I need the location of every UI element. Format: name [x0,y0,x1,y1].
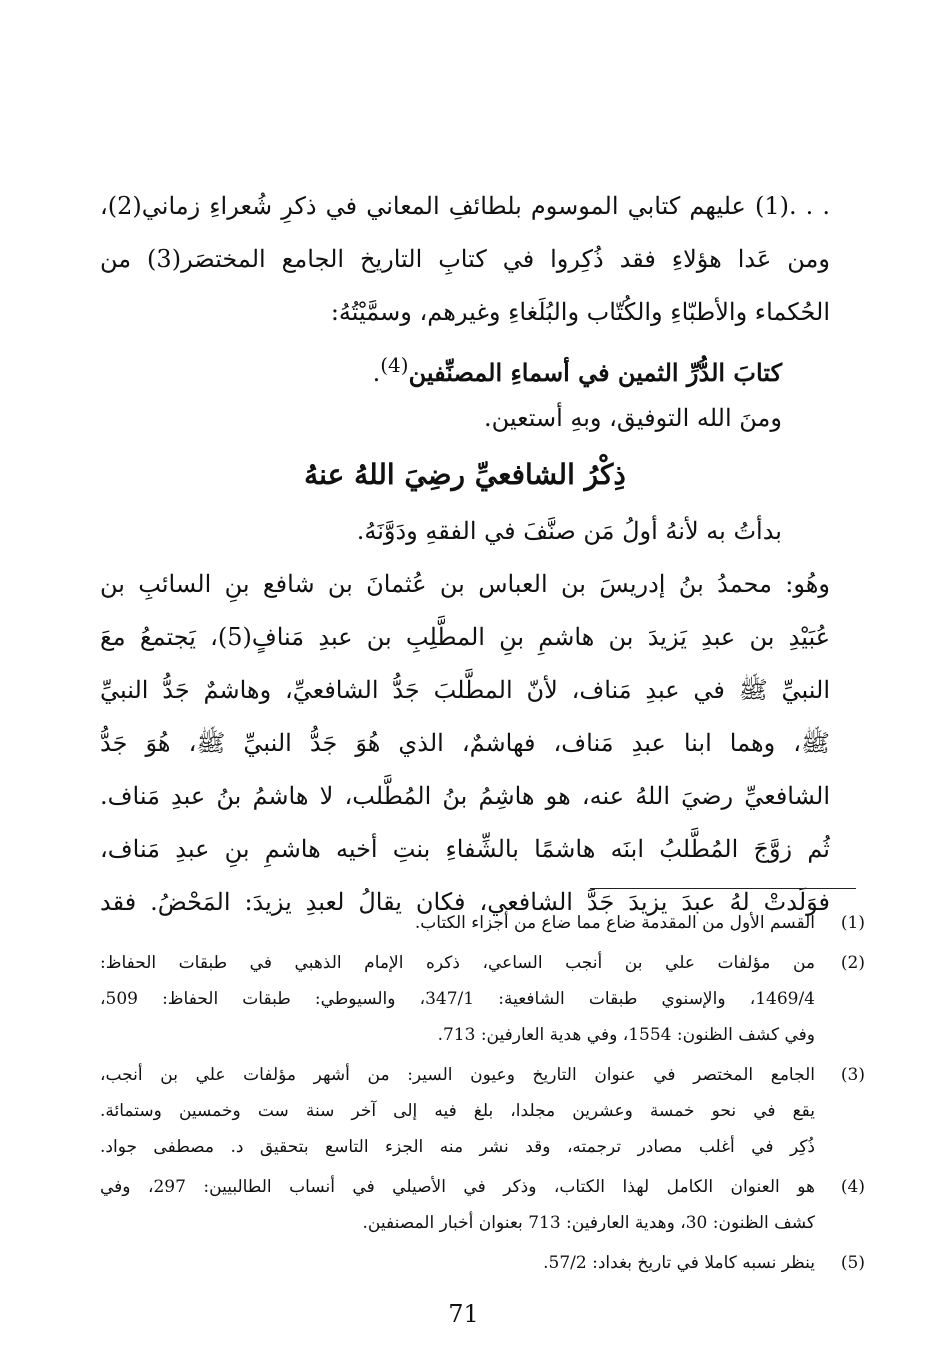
footnote-number: (3) [840,1065,865,1085]
text-line-6: بدأتُ به لأنهُ أولُ مَن صنَّفَ في الفقهِ ودَوَّنَهُ. [356,517,782,545]
text-line-7: وهُو: محمدُ بنُ إدريسَ بن العباس بن عُثمانَ بن شافع بنِ السائبِ بن [100,570,830,598]
footnote-text-line: ذُكِر في أغلب مصادر ترجمته، وقد نشر منه الجزء التاسع بتحقيق د. مصطفى جواد. [100,1137,815,1157]
footnote-text-line: وفي كشف الظنون: 1554، وفي هدية العارفين: 713. [437,1025,815,1045]
text-line-12: ثُم زوَّجَ المُطَّلبُ ابنَه هاشمًا بالشِّفاءِ بنتِ أخيه هاشمِ بنِ عبدِ مَناف، [100,835,830,863]
text-line-2: ومن عَدا هؤلاءِ فقد ذُكِروا في كتابِ التاريخ الجامع المختصَر(3) من [100,245,830,273]
text-line-9: النبيِّ ﷺ في عبدِ مَناف، لأنّ المطَّلبَ جَدُّ الشافعيِّ، وهاشمٌ جَدُّ النبيِّ [100,676,830,704]
text-line-1: . . .(1) عليهم كتابي الموسوم بلطائفِ المعاني في ذكرِ شُعراءِ زماني(2)، [100,192,830,220]
footnote-text-line: ينظر نسبه كاملا في تاريخ بغداد: 57/2. [543,1253,815,1273]
footnote-divider [590,888,856,889]
page-number: 71 [448,1300,479,1328]
text-line-11: الشافعيِّ رضيَ اللهُ عنه، هو هاشِمُ بنُ المُطَّلب، لا هاشمُ بنُ عبدِ مَناف. [100,782,830,810]
footnote-text-line: يقع في نحو خمسة وعشرين مجلدا، بلغ فيه إلى آخر سنة ست وخمسين وستمائة. [100,1101,815,1121]
footnote-text-line: كشف الظنون: 30، وهدية العارفين: 713 بعنوان أخبار المصنفين. [362,1213,815,1233]
footnote-text-line: 1469/4، والإسنوي طبقات الشافعية: 347/1، والسيوطي: طبقات الحفاظ: 509، [100,989,815,1009]
footnote-5 [100,1245,865,1281]
footnote-2 [100,945,865,1053]
footnote-number: (5) [840,1253,865,1273]
section-heading: ذِكْرُ الشافعيِّ رضِيَ اللهُ عنهُ [304,458,626,491]
footnotes [100,905,865,1285]
footnote-number: (1) [840,913,865,933]
footnote-text-line: القسم الأول من المقدمة ضاع مما ضاع من أجزاء الكتاب. [414,913,815,933]
book-title-line [100,339,830,392]
text-line-3: الحُكماء والأطبّاءِ والكُتّاب والبُلَغاءِ وغيرهم، وسمَّيْتُهُ: [330,298,830,326]
footnote-text-line: الجامع المختصر في عنوان التاريخ وعيون السير: من أشهر مؤلفات علي بن أنجب، [100,1065,815,1085]
main-text [100,180,830,929]
text-line-8: عُبَيْدِ بن عبدِ يَزيدَ بن هاشمِ بنِ المطَّلِبِ بن عبدِ مَنافٍ(5)، يَجتمعُ معَ [100,623,830,651]
book-title: كتابَ الدُّرِّ الثمين في أسماءِ المصنِّفين [408,358,782,387]
book-title-period: . [372,359,381,387]
footnote-ref-4: (4) [380,353,409,377]
footnote-text-line: هو العنوان الكامل لهذا الكتاب، وذكر في الأصيلي في أنساب الطالبيين: 297، وفي [100,1177,815,1197]
footnote-3 [100,1057,865,1165]
footnote-text-line: من مؤلفات علي بن أنجب الساعي، ذكره الإمام الذهبي في طبقات الحفاظ: [100,953,815,973]
footnote-1 [100,905,865,941]
text-line-10: ﷺ، وهما ابنا عبدِ مَناف، فهاشمٌ، الذي هُوَ جَدُّ النبيِّ ﷺ، هُوَ جَدُّ [100,729,830,757]
footnote-4 [100,1169,865,1241]
footnote-number: (2) [840,953,865,973]
footnote-number: (4) [840,1177,865,1197]
text-line-5: ومنَ الله التوفيق، وبهِ أستعين. [484,404,782,432]
text-line-13: فوَلَدتْ لهُ عبدَ يزيدَ جَدَّ الشافعي، فكان يقالُ لعبدِ يزيدَ: المَحْضُ. فقد [100,888,830,916]
